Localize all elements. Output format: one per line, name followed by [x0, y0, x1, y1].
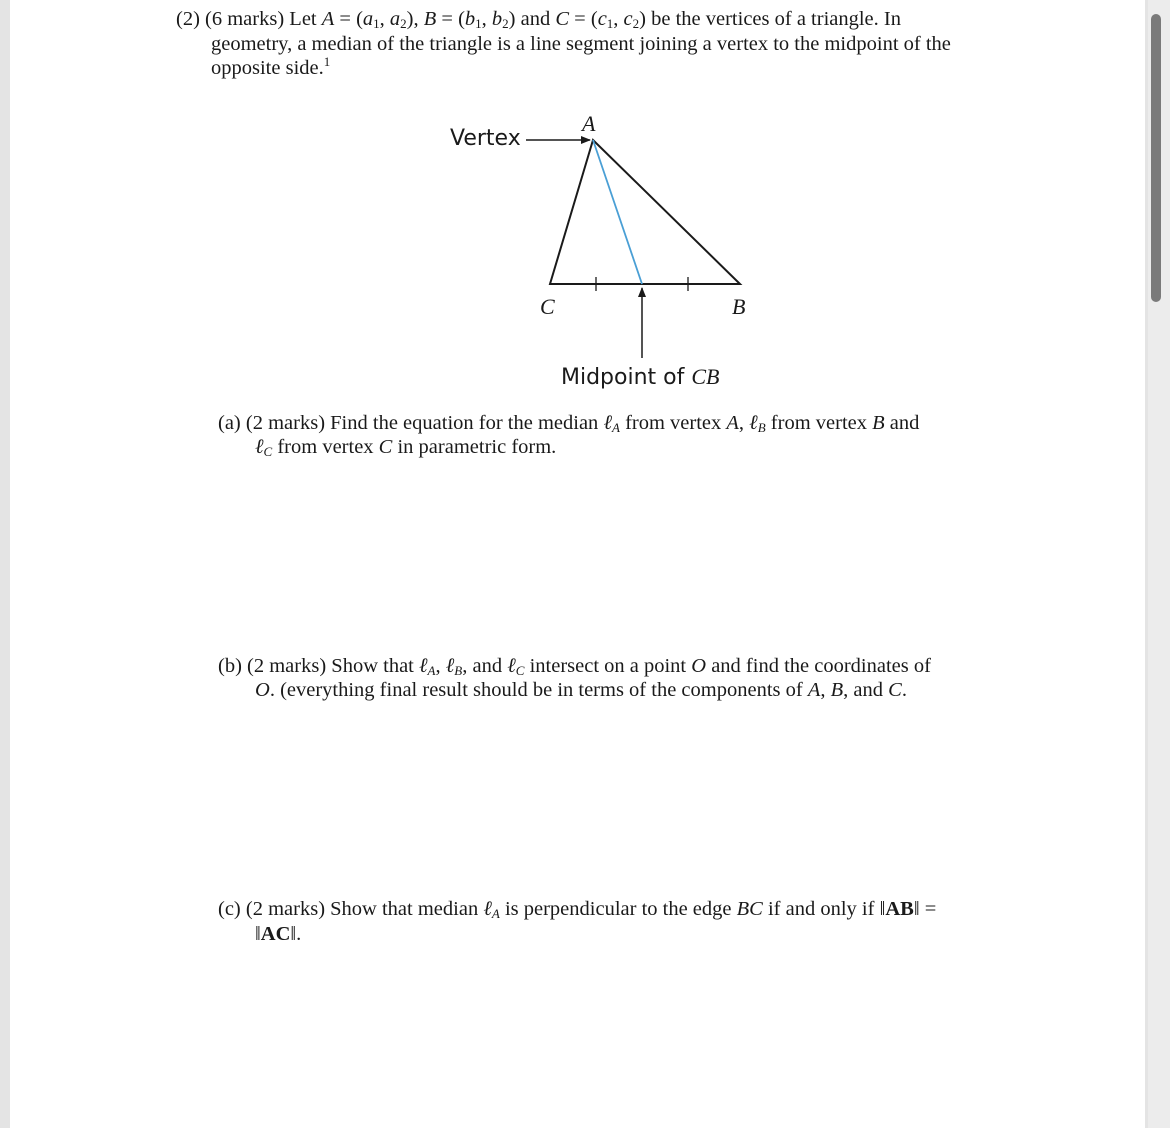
var-A: A	[726, 412, 739, 434]
part-a-marks: (2 marks)	[245, 412, 326, 434]
var-O: O	[255, 679, 270, 701]
part-b-tag: (b)	[218, 655, 242, 677]
var-a2: a	[389, 8, 401, 30]
problem-number: (2)	[176, 8, 200, 30]
subscript: 1	[373, 16, 380, 31]
text: ,	[738, 412, 750, 434]
subscript: B	[757, 420, 766, 435]
part-c-line-2	[255, 922, 301, 947]
norm-open: ‖	[255, 923, 261, 945]
text: .	[901, 679, 907, 701]
footnote-mark: 1	[323, 54, 331, 70]
var-A: A	[807, 679, 821, 701]
label-A: A	[582, 111, 596, 136]
text: intersect on a point	[524, 655, 692, 677]
text: Show that median	[325, 898, 484, 920]
ell-symbol: ℓ	[419, 655, 428, 677]
text: ) and	[508, 8, 556, 30]
text: opposite side.	[211, 57, 324, 79]
text: ,	[481, 8, 492, 30]
subscript: A	[611, 420, 620, 435]
text: from vertex	[619, 412, 727, 434]
var-c2: c	[623, 8, 633, 30]
text: and	[884, 412, 920, 434]
text: ),	[406, 8, 424, 30]
ell-symbol: ℓ	[483, 898, 492, 920]
part-a-tag: (a)	[218, 412, 241, 434]
text: Find the equation for the median	[325, 412, 604, 434]
edge-BC: BC	[736, 898, 763, 920]
subscript: 2	[632, 16, 640, 31]
midpoint-label-text: Midpoint of	[561, 365, 692, 390]
label-C: C	[540, 294, 555, 319]
part-b-line-2	[255, 678, 907, 703]
text: = (	[436, 8, 465, 30]
ell-symbol: ℓ	[445, 655, 455, 677]
text: in parametric form.	[392, 436, 557, 458]
ell-symbol: ℓ	[507, 655, 516, 677]
norm-close: ‖	[290, 923, 297, 945]
vertex-label: Vertex	[450, 126, 521, 151]
var-b1: b	[464, 8, 476, 30]
text: . (everything final result should be in terms of the components of	[269, 679, 808, 701]
subscript: A	[427, 663, 436, 678]
norm-close: ‖	[913, 898, 920, 920]
text: if and only if	[762, 898, 880, 920]
problem-line-1	[176, 7, 901, 32]
midpoint-label	[561, 364, 719, 390]
text: .	[296, 923, 302, 945]
var-c1: c	[597, 8, 607, 30]
text: ,	[613, 8, 624, 30]
part-b-marks: (2 marks)	[247, 655, 327, 677]
midpoint-segment: CB	[691, 364, 720, 389]
problem-line-3	[211, 56, 330, 81]
subscript: C	[263, 444, 273, 459]
median-figure	[440, 108, 760, 398]
ell-symbol: ℓ	[255, 436, 264, 458]
triangle-outline	[550, 140, 740, 284]
subscript: A	[491, 906, 500, 921]
var-O: O	[691, 655, 707, 677]
part-c-marks: (2 marks)	[245, 898, 326, 920]
text: ,	[820, 679, 831, 701]
subscript: B	[454, 663, 463, 678]
vector-AB: AB	[885, 898, 914, 920]
text: = (	[569, 8, 598, 30]
text: ) be the vertices of a triangle. In	[639, 8, 901, 30]
triangle-diagram	[440, 108, 760, 398]
text: , and	[462, 655, 508, 677]
part-b-line-1	[218, 654, 931, 679]
problem-line-2: geometry, a median of the triangle is a line segment joining a vertex to the midpoint of the	[211, 33, 951, 55]
var-A: A	[321, 8, 335, 30]
var-C: C	[888, 679, 902, 701]
var-B: B	[423, 8, 437, 30]
var-B: B	[872, 412, 885, 434]
var-C: C	[378, 436, 393, 458]
subscript: 1	[475, 16, 482, 31]
text: Let	[289, 8, 322, 30]
text: , and	[843, 679, 889, 701]
text: = (	[334, 8, 363, 30]
var-b2: b	[491, 8, 503, 30]
label-B: B	[732, 294, 746, 319]
text: ,	[435, 655, 446, 677]
subscript: 2	[400, 16, 407, 31]
text: from vertex	[272, 436, 379, 458]
var-B: B	[830, 679, 844, 701]
vector-AC: AC	[260, 923, 291, 945]
subscript: C	[515, 663, 525, 678]
norm-open: ‖	[879, 898, 886, 920]
text: and find the coordinates of	[706, 655, 931, 677]
median-line	[593, 140, 642, 284]
text: from vertex	[765, 412, 873, 434]
part-a-line-2	[255, 435, 556, 460]
text: is perpendicular to the edge	[499, 898, 737, 920]
subscript: 1	[606, 16, 614, 31]
problem-marks: (6 marks)	[205, 8, 285, 30]
scrollbar-thumb[interactable]	[1151, 14, 1161, 302]
ell-symbol: ℓ	[603, 412, 612, 434]
subscript: 2	[502, 16, 509, 31]
part-a-line-1	[218, 411, 919, 436]
text: Show that	[326, 655, 419, 677]
part-c-tag: (c)	[218, 898, 241, 920]
var-a1: a	[362, 8, 374, 30]
text: ,	[379, 8, 390, 30]
part-c-line-1	[218, 897, 936, 922]
var-C: C	[555, 8, 570, 30]
ell-symbol: ℓ	[749, 412, 758, 434]
text: =	[919, 898, 937, 920]
